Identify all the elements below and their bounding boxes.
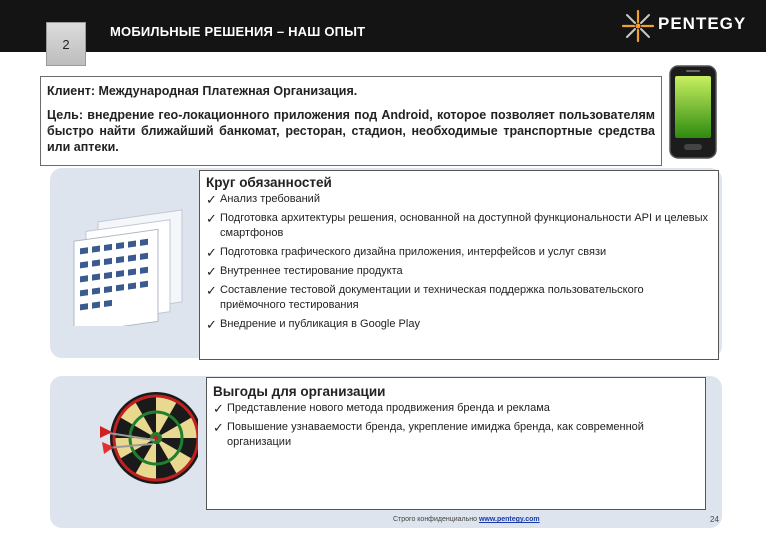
- page-number: 24: [710, 515, 719, 524]
- calendar-icon: [68, 208, 188, 326]
- responsibilities-box: [199, 170, 719, 360]
- benefits-box: [206, 377, 706, 510]
- responsibilities-list: [206, 192, 712, 332]
- list-item: ✓ Составление тестовой документации и техническая поддержка пользовательского приёмочного тестирования: [206, 283, 644, 311]
- benefits-list: [213, 401, 699, 450]
- responsibilities-title: Круг обязанностей: [206, 175, 332, 190]
- check-icon: ✓: [206, 192, 217, 207]
- footer-text: Строго конфиденциально: [393, 516, 477, 523]
- check-icon: ✓: [206, 245, 217, 260]
- check-icon: ✓: [206, 283, 217, 298]
- list-item: ✓ Представление нового метода продвижения бренда и реклама: [213, 401, 550, 416]
- check-icon: ✓: [213, 401, 224, 416]
- list-item: ✓ Внутреннее тестирование продукта: [206, 264, 403, 279]
- list-item: ✓ Внедрение и публикация в Google Play: [206, 317, 420, 332]
- footer-link[interactable]: www.pentegy.com: [478, 516, 540, 523]
- header-bar: [0, 0, 766, 52]
- check-icon: ✓: [206, 264, 217, 279]
- pentegy-logo: [620, 8, 760, 44]
- list-item: ✓ Подготовка архитектуры решения, основанной на доступной функциональности API и целевых смартфонов: [206, 211, 709, 239]
- slide-number: 2: [46, 22, 86, 66]
- check-icon: ✓: [213, 420, 224, 435]
- intro-box: [40, 76, 662, 166]
- dartboard-icon: [98, 388, 198, 488]
- check-icon: ✓: [206, 317, 217, 332]
- check-icon: ✓: [206, 211, 217, 226]
- list-item: ✓ Подготовка графического дизайна приложения, интерфейсов и услуг связи: [206, 245, 607, 260]
- list-item: ✓ Повышение узнаваемости бренда, укрепление имиджа бренда, как современной организации: [213, 420, 644, 448]
- benefits-title: Выгоды для организации: [213, 384, 386, 399]
- list-item: ✓ Анализ требований: [206, 192, 320, 207]
- client-line: Клиент: Международная Платежная Организация.: [47, 84, 358, 98]
- goal-text: Цель: внедрение гео-локационного приложения под Android, которое позволяет пользователям быстро найти ближайший банкомат, ресторан, стадион, необходимые транспортные средства или аптеки.: [47, 108, 655, 154]
- logo-text: PENTEGY: [658, 14, 747, 33]
- slide-title: МОБИЛЬНЫЕ РЕШЕНИЯ – НАШ ОПЫТ: [110, 24, 366, 39]
- pentegy-logo-icon: [620, 8, 656, 44]
- smartphone-icon: [666, 62, 720, 162]
- footer: [393, 516, 540, 523]
